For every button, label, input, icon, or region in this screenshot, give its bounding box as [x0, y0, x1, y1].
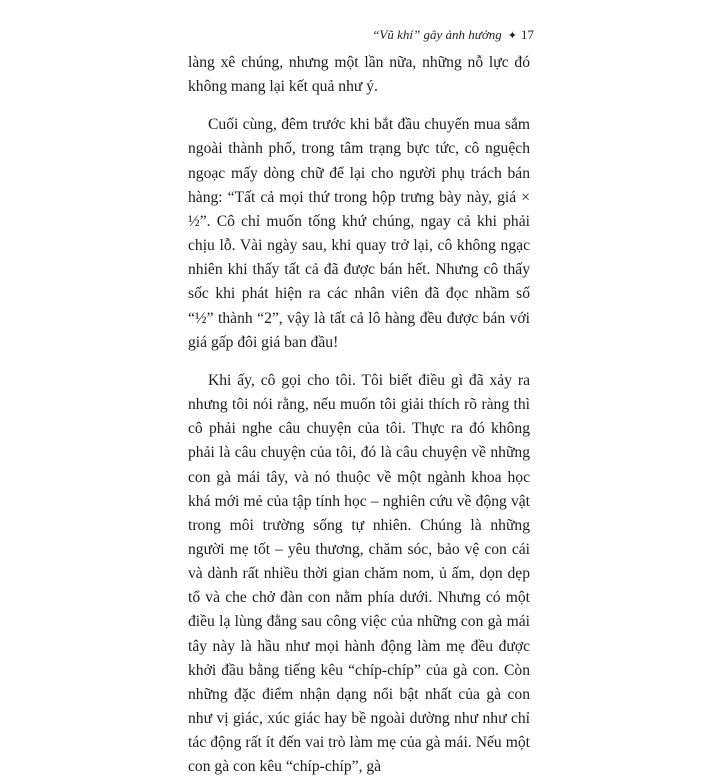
running-head	[372, 27, 534, 43]
ornament-star-icon: ✦	[507, 30, 517, 42]
paragraph: Cuối cùng, đêm trước khi bắt đầu chuyến mua sắm ngoài thành phố, trong tâm trạng bực tức, cô nguệch ngoạc mấy dòng chữ để lại cho người phụ trách bán hàng: “Tất cả mọi thứ trong hộp trưng bày này, giá × ½”. Cô chỉ muốn tống khứ chúng, ngay cả khi phải chịu lỗ. Vài ngày sau, khi quay trở lại, cô không ngạc nhiên khi thấy tất cả đã được bán hết. Nhưng cô thấy sốc khi phát hiện ra các nhân viên đã đọc nhầm số “½” thành “2”, vậy là tất cả lô hàng đều được bán với giá gấp đôi giá ban đầu!	[188, 116, 530, 351]
paragraph-continued: làng xê chúng, nhưng một lần nữa, những nỗ lực đó không mang lại kết quả như ý.	[188, 54, 530, 96]
page-number: 17	[521, 27, 534, 42]
paragraph: Khi ấy, cô gọi cho tôi. Tôi biết điều gì đã xảy ra nhưng tôi nói rằng, nếu muốn tôi giải thích rõ ràng thì cô phải nghe câu chuyện của tôi. Thực ra đó không phải là câu chuyện của tôi, đó là câu chuyện về những con gà mái tây, và nó thuộc về một ngành khoa học khá mới mẻ của tập tính học – nghiên cứu về động vật trong môi trường sống tự nhiên. Chúng là những người mẹ tốt – yêu thương, chăm sóc, bảo vệ con cái và dành rất nhiều thời gian chăm nom, ủ ấm, dọn dẹp tổ và che chở đàn con nằm phía dưới. Nhưng có một điều lạ lùng đằng sau công việc của những con gà mái tây này là hầu như mọi hành động làm mẹ đều được khởi đầu bằng tiếng kêu “chíp-chíp” của gà con. Còn những đặc điểm nhận dạng nổi bật nhất của gà con như vị giác, xúc giác hay bề ngoài dường như như chỉ tác động rất ít đến vai trò làm mẹ của gà mái. Nếu một con gà con kêu “chíp-chíp”, gà	[188, 371, 530, 776]
chapter-title: “Vũ khí” gây ảnh hưởng	[372, 27, 502, 42]
body-text	[188, 51, 530, 780]
